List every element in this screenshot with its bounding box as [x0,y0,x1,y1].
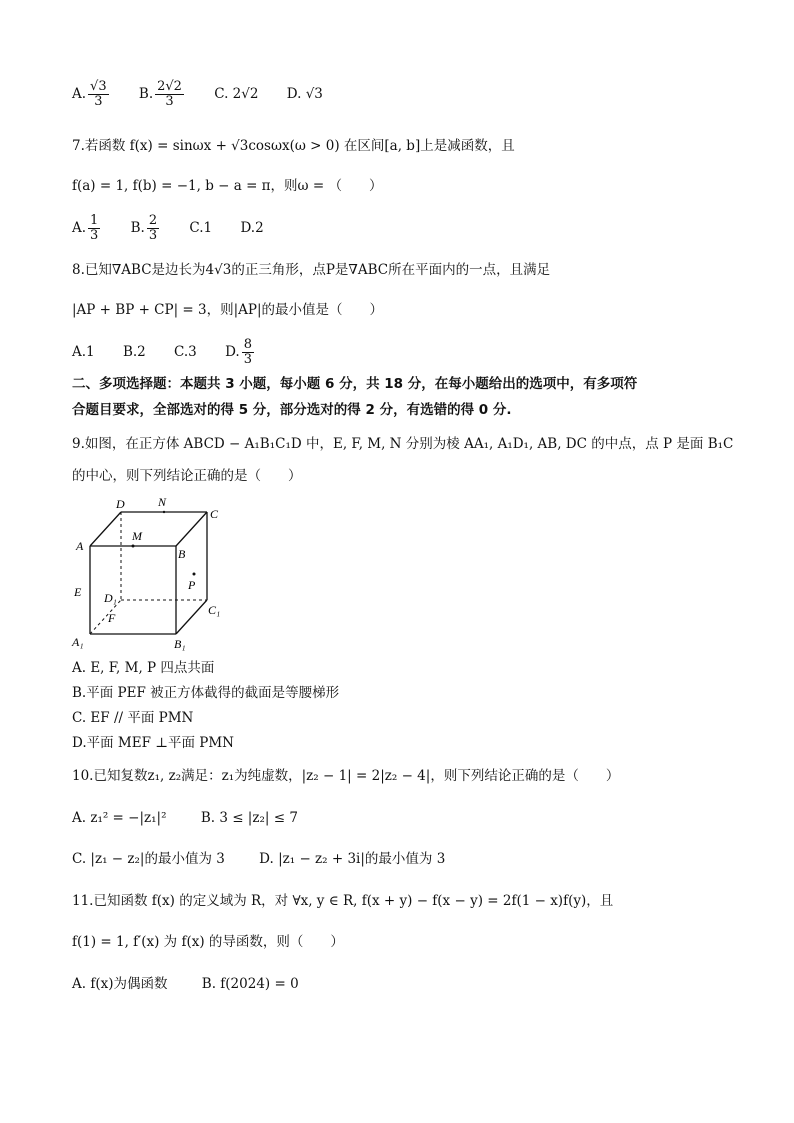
q7-option-d: D.2 [240,220,264,236]
label-C1: C₁ [208,603,221,617]
q10-option-a: A. z₁² = −|z₁|² [72,810,167,826]
q7-option-b: B. $\frac{2}{3}$ [130,213,158,243]
label-F: F [108,611,116,625]
q8-stem-line2: |AP + BP + CP| = 3，则|AP|的最小值是（ ） [72,302,384,318]
point-P [193,573,196,576]
label-C: C [210,507,219,521]
q7-option-c: C.1 [189,220,213,236]
q11-options [72,974,323,994]
edge-A1D1 [90,600,121,634]
q6-option-c: C. 2√2 [214,86,259,102]
q7-stem-line2: f(a) = 1, f(b) = −1, b − a = π，则ω = （ ） [72,178,383,194]
q8-option-b: B.2 [122,344,146,360]
q11-stem-line1: 11.已知函数 f(x) 的定义域为 R，对 ∀x, y ∈ R, f(x + y) − f(x − y) = 2f(1 − x)f(y)，且 [72,893,614,909]
q6-option-d: D. √3 [286,86,323,102]
edge-AD [90,512,121,546]
q10-stem: 10.已知复数z₁, z₂满足：z₁为纯虚数，|z₂ − 1| = 2|z₂ − 4|，则下列结论正确的是（ ） [72,768,620,784]
section2-heading-line2: 合题目要求，全部选对的得 5 分，部分选对的得 2 分，有选错的得 0 分. [72,402,512,418]
edge-B1C1 [176,600,207,634]
q8-option-c: C.3 [174,344,197,360]
point-M [132,545,135,548]
q9-cube-figure [66,494,236,654]
q10-options-cd [72,849,469,869]
q10-option-c: C. |z₁ − z₂|的最小值为 3 [72,851,225,867]
label-B: B [178,547,186,561]
label-P: P [188,578,196,592]
q6-option-a: A. $\frac{√3}{3}$ [72,79,107,109]
point-N [163,511,165,513]
q9-option-b: B.平面 PEF 被正方体截得的截面是等腰梯形 [72,685,340,701]
q10-options-ab [72,808,322,828]
q11-stem-line2: f(1) = 1, f′(x) 为 f(x) 的导函数，则（ ） [72,934,344,950]
label-B1: B₁ [174,637,186,651]
q7-stem-line1: 7.若函数 f(x) = sinωx + √3cosωx(ω > 0) 在区间[a, b]上是减函数，且 [72,138,515,154]
q9-option-d: D.平面 MEF ⊥平面 PMN [72,735,234,751]
q9-stem-line1: 9.如图，在正方体 ABCD − A₁B₁C₁D 中，E, F, M, N 分别为棱 AA₁, A₁D₁, AB, DC 的中点，点 P 是面 B₁C [72,436,734,452]
label-M: M [132,529,142,543]
q10-option-b: B. 3 ≤ |z₂| ≤ 7 [200,810,298,826]
q6-option-b: B. $\frac{2√2}{3}$ [138,79,182,109]
label-D1: D₁ [104,591,117,605]
q9-option-a: A. E, F, M, P 四点共面 [72,660,215,676]
q8-option-d: D. $\frac{8}{3}$ [225,337,252,367]
label-E: E [74,585,82,599]
q10-option-d: D. |z₁ − z₂ + 3i|的最小值为 3 [259,851,446,867]
q6-options [72,80,347,109]
q8-stem-line1: 8.已知∇ABC是边长为4√3的正三角形，点P是∇ABC所在平面内的一点，且满足 [72,262,551,278]
q9-option-c: C. EF // 平面 PMN [72,710,194,726]
q8-options [72,338,280,367]
label-D: D [116,497,125,511]
q9-stem-line2: 的中心，则下列结论正确的是（ ） [72,468,302,484]
label-N: N [158,495,167,509]
edge-BC [176,512,207,546]
q8-option-a: A.1 [72,344,95,360]
label-A: A [76,539,84,553]
section2-heading-line1: 二、多项选择题：本题共 3 小题，每小题 6 分，共 18 分，在每小题给出的选项中，有多项符 [72,376,638,392]
q11-option-a: A. f(x)为偶函数 [72,976,168,992]
q7-option-a: A. $\frac{1}{3}$ [72,213,99,243]
q11-option-b: B. f(2024) = 0 [201,976,299,992]
label-A1: A₁ [72,635,84,649]
q7-options [72,214,288,243]
